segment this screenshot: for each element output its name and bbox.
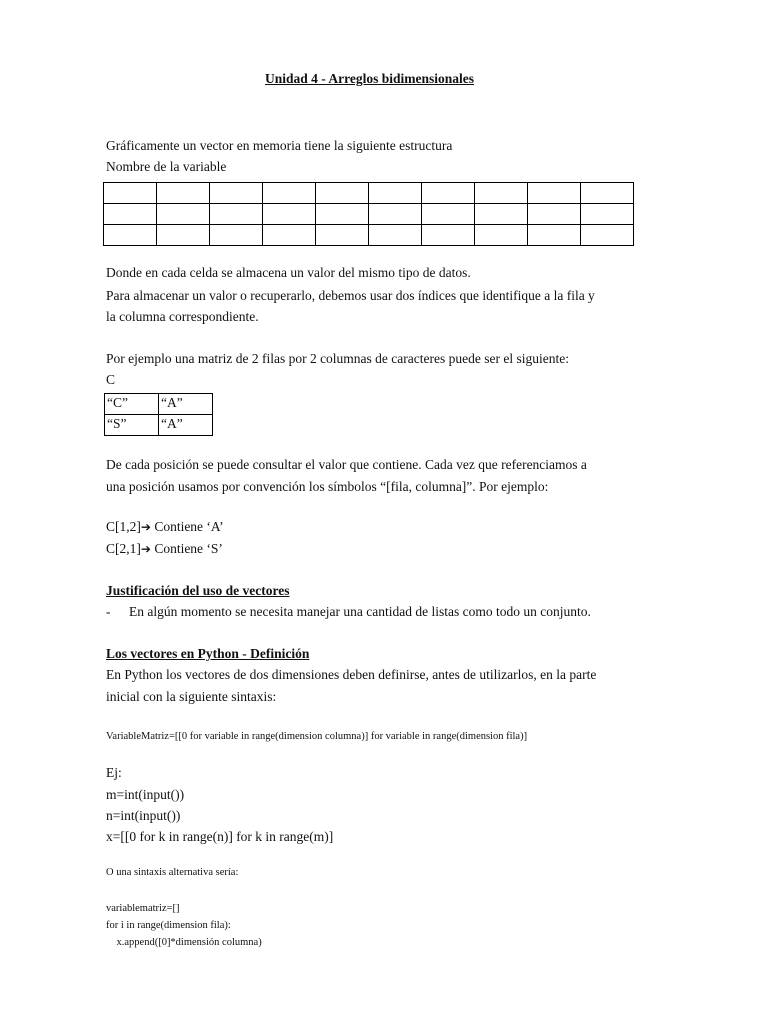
bullet-dash: - [106,604,111,619]
intro-line-1: Gráficamente un vector en memoria tiene la siguiente estructura [106,138,453,153]
grid-cell [210,204,263,225]
syntax-line: VariableMatriz=[[0 for variable in range(dimension columna)] for variable in range(dimension fila)] [106,731,528,742]
grid-cell [157,204,210,225]
grid-cell [475,183,528,204]
grid-row [104,183,634,204]
example-text: Contiene ‘A’ [154,519,224,534]
grid-cell [422,204,475,225]
grid-cell [210,225,263,246]
grid-cell [316,225,369,246]
python-line-1: En Python los vectores de dos dimensiones deben definirse, antes de utilizarlos, en la parte [106,667,597,682]
grid-cell [422,183,475,204]
para1-line-3: la columna correspondiente. [106,309,259,324]
example-intro: Por ejemplo una matriz de 2 filas por 2 columnas de caracteres puede ser el siguiente: [106,351,569,366]
code-line: m=int(input()) [106,787,185,802]
grid-cell [369,204,422,225]
example-ref-row [106,541,223,557]
intro-line-2: Nombre de la variable [106,159,227,174]
grid-cell [263,204,316,225]
grid-cell [210,183,263,204]
example-ref: C[1,2] [106,519,141,534]
python-line-2: inicial con la siguiente sintaxis: [106,689,277,704]
code-line: n=int(input()) [106,808,181,823]
grid-cell [157,225,210,246]
grid-cell [316,183,369,204]
matrix-cell: “A” [159,415,213,436]
bullet-text: En algún momento se necesita manejar una cantidad de listas como todo un conjunto. [129,604,591,619]
heading-justificacion: Justificación del uso de vectores [106,583,290,598]
code-line: x=[[0 for k in range(n)] for k in range(m)] [106,829,334,844]
page-title: Unidad 4 - Arreglos bidimensionales [265,71,475,86]
grid-cell [475,204,528,225]
alt-code-line: for i in range(dimension fila): [106,920,231,931]
para1-line-1: Donde en cada celda se almacena un valor del mismo tipo de datos. [106,265,471,280]
matrix-cell: “A” [159,394,213,415]
matrix-cell: “C” [105,394,159,415]
matrix-name: C [106,372,116,387]
grid-cell [528,183,581,204]
example-text: Contiene ‘S’ [154,541,223,556]
matrix-row [105,415,213,436]
grid-cell [316,204,369,225]
para2-line-2: una posición usamos por convención los símbolos “[fila, columna]”. Por ejemplo: [106,479,549,494]
grid-cell [104,204,157,225]
grid-cell [157,183,210,204]
grid-cell [581,183,634,204]
grid-row [104,225,634,246]
para1-line-2: Para almacenar un valor o recuperarlo, debemos usar dos índices que identifique a la fila y [106,288,595,303]
ej-label: Ej: [106,765,122,780]
example-ref-row [106,519,224,535]
grid-cell [422,225,475,246]
para2-line-1: De cada posición se puede consultar el valor que contiene. Cada vez que referenciamos a [106,457,587,472]
grid-cell [263,183,316,204]
grid-cell [475,225,528,246]
matrix-row [105,394,213,415]
grid-cell [263,225,316,246]
alt-label: O una sintaxis alternativa sería: [106,867,239,878]
grid-cell [581,225,634,246]
char-matrix [104,393,213,436]
alt-code-line: variablematriz=[] [106,903,180,914]
example-ref: C[2,1] [106,541,141,556]
grid-cell [581,204,634,225]
grid-cell [528,204,581,225]
grid-cell [369,183,422,204]
heading-python: Los vectores en Python - Definición [106,646,310,661]
arrow-right-icon: ➔ [140,520,151,534]
grid-cell [104,225,157,246]
vector-grid [103,182,634,246]
arrow-right-icon: ➔ [140,542,151,556]
grid-cell [369,225,422,246]
alt-code-line: x.append([0]*dimensión columna) [106,937,262,948]
grid-cell [104,183,157,204]
matrix-cell: “S” [105,415,159,436]
grid-row [104,204,634,225]
grid-cell [528,225,581,246]
